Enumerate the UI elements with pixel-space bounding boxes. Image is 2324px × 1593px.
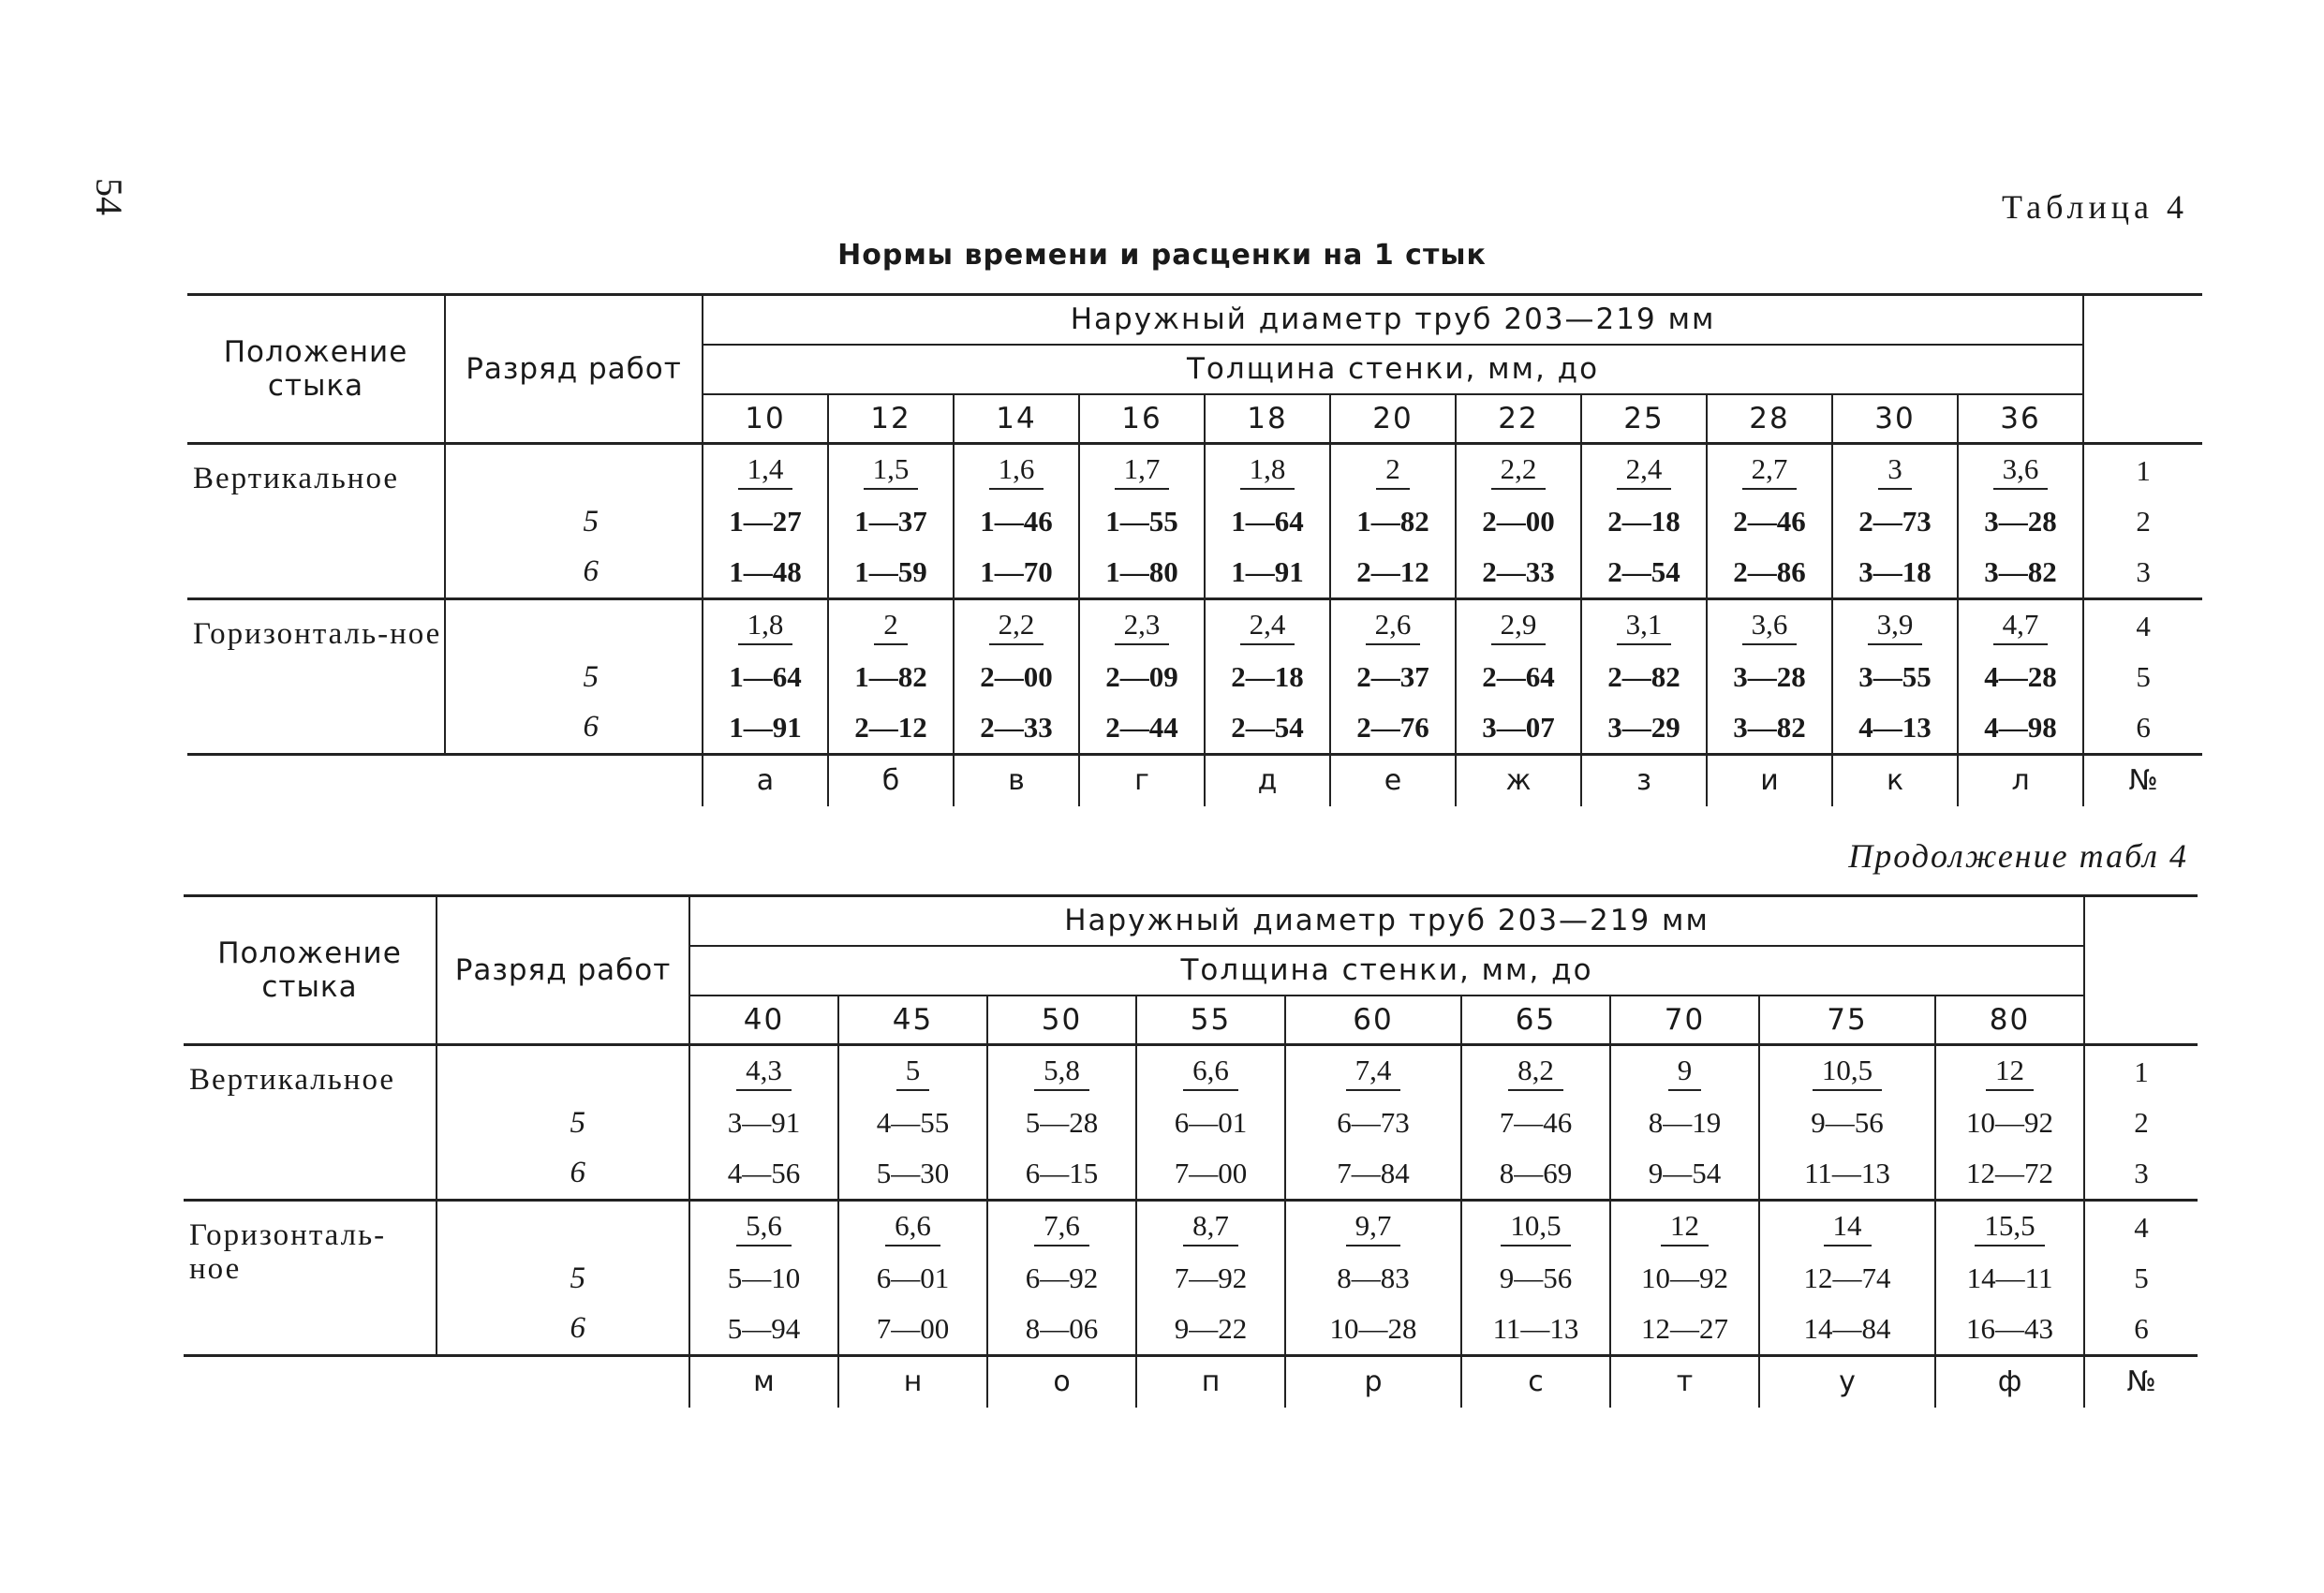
time-norm: 15,5: [1975, 1209, 2044, 1246]
rate-value: 12—74: [1759, 1254, 1935, 1304]
time-norm: 1,8: [1240, 452, 1295, 490]
column-letter: е: [1330, 755, 1456, 806]
rate-value: 2—76: [1330, 702, 1456, 755]
number-header-cell: [2083, 295, 2202, 444]
rate-value: 2—73: [1832, 497, 1958, 547]
rate-value: 2—00: [1456, 497, 1581, 547]
rate-value: 2—12: [828, 702, 954, 755]
rate-value: 9—54: [1610, 1148, 1759, 1201]
time-norm: 3: [1878, 452, 1912, 490]
number-sign: №: [2126, 1365, 2156, 1399]
thickness-value: 22: [1456, 394, 1581, 444]
thickness-value: 75: [1759, 996, 1935, 1045]
rate-value: 10—28: [1285, 1304, 1461, 1356]
thickness-value: 70: [1610, 996, 1759, 1045]
thickness-value: 40: [689, 996, 838, 1045]
rate-value: 1—91: [703, 702, 828, 755]
rate-value: 16—43: [1935, 1304, 2084, 1356]
rate-value: 2—46: [1707, 497, 1832, 547]
time-norm: 4,7: [1993, 608, 2049, 645]
grade-value: 6: [445, 547, 703, 599]
time-norm: 8,2: [1508, 1054, 1563, 1091]
norms-table-1: [187, 293, 2202, 806]
time-norm: 7,6: [1034, 1209, 1089, 1246]
thickness-value: 50: [987, 996, 1136, 1045]
rate-value: 8—83: [1285, 1254, 1461, 1304]
grade-header: Разряд работ: [437, 896, 689, 1045]
row-number: 1: [2134, 1055, 2149, 1088]
time-norm: 12: [1986, 1054, 2034, 1091]
rate-value: 2—64: [1456, 653, 1581, 702]
time-norm: 6,6: [885, 1209, 940, 1246]
time-norm: 5: [896, 1054, 930, 1091]
column-letters-row: [184, 1356, 2198, 1408]
rate-value: 11—13: [1759, 1148, 1935, 1201]
grade-value: 5: [437, 1099, 689, 1148]
time-norm: 8,7: [1183, 1209, 1238, 1246]
row-number: 3: [2136, 554, 2151, 588]
row-number: 4: [2136, 609, 2151, 642]
table-row: [184, 1099, 2198, 1148]
rate-value: 7—84: [1285, 1148, 1461, 1201]
rate-value: 7—00: [1136, 1148, 1285, 1201]
time-norm: 9: [1668, 1054, 1702, 1091]
rate-value: 1—82: [1330, 497, 1456, 547]
thickness-value: 10: [703, 394, 828, 444]
time-norm: 3,1: [1617, 608, 1672, 645]
row-number: 5: [2136, 660, 2151, 693]
rate-value: 7—92: [1136, 1254, 1285, 1304]
rate-value: 12—27: [1610, 1304, 1759, 1356]
column-letter: ж: [1456, 755, 1581, 806]
thickness-value: 16: [1079, 394, 1205, 444]
rate-value: 2—54: [1205, 702, 1330, 755]
time-norm: 7,4: [1346, 1054, 1401, 1091]
thickness-header: Толщина стенки, мм, до: [689, 946, 2084, 996]
rate-value: 1—82: [828, 653, 954, 702]
row-number: 1: [2136, 453, 2151, 487]
position-vertical: Вертикальное: [184, 1045, 437, 1201]
norms-table-2: [184, 894, 2198, 1408]
rate-value: 1—37: [828, 497, 954, 547]
rate-value: 9—56: [1759, 1099, 1935, 1148]
time-norm: 2,2: [989, 608, 1044, 645]
time-norm: 10,5: [1501, 1209, 1570, 1246]
column-letter: л: [1958, 755, 2083, 806]
rate-value: 2—00: [954, 653, 1079, 702]
rate-value: 2—44: [1079, 702, 1205, 755]
rate-value: 3—91: [689, 1099, 838, 1148]
thickness-value: 65: [1461, 996, 1610, 1045]
rate-value: 3—55: [1832, 653, 1958, 702]
row-number: 2: [2134, 1106, 2149, 1139]
column-letter: з: [1581, 755, 1707, 806]
row-number: 3: [2134, 1156, 2149, 1189]
time-norm: 3,9: [1868, 608, 1923, 645]
rate-value: 4—28: [1958, 653, 2083, 702]
rate-value: 8—06: [987, 1304, 1136, 1356]
rate-value: 2—86: [1707, 547, 1832, 599]
table-row: [184, 1201, 2198, 1254]
grade-header: Разряд работ: [445, 295, 703, 444]
time-norm: 2,3: [1115, 608, 1170, 645]
table-row: [184, 1254, 2198, 1304]
rate-value: 12—72: [1935, 1148, 2084, 1201]
rate-value: 2—18: [1205, 653, 1330, 702]
page-number: 54: [88, 178, 130, 215]
continuation-label: Продолжение табл 4: [1848, 837, 2188, 875]
time-norm: 5,6: [736, 1209, 792, 1246]
column-letter: ф: [1935, 1356, 2084, 1408]
row-number: 6: [2136, 710, 2151, 744]
position-vertical: Вертикальное: [187, 444, 445, 599]
rate-value: 14—11: [1935, 1254, 2084, 1304]
column-letter: д: [1205, 755, 1330, 806]
time-norm: 2,9: [1491, 608, 1547, 645]
thickness-value: 28: [1707, 394, 1832, 444]
time-norm: 2: [874, 608, 908, 645]
rate-value: 7—46: [1461, 1099, 1610, 1148]
thickness-value: 20: [1330, 394, 1456, 444]
rate-value: 1—64: [1205, 497, 1330, 547]
time-norm: 1,7: [1115, 452, 1170, 490]
document-title: Нормы времени и расценки на 1 стык: [837, 239, 1487, 272]
row-number: 4: [2134, 1210, 2149, 1244]
rate-value: 9—22: [1136, 1304, 1285, 1356]
row-number: 5: [2134, 1261, 2149, 1294]
time-norm: 12: [1661, 1209, 1709, 1246]
grade-value: 5: [445, 497, 703, 547]
rate-value: 10—92: [1935, 1099, 2084, 1148]
rate-value: 8—19: [1610, 1099, 1759, 1148]
rate-value: 3—28: [1707, 653, 1832, 702]
rate-value: 1—64: [703, 653, 828, 702]
thickness-value: 18: [1205, 394, 1330, 444]
table-row: [184, 1148, 2198, 1201]
time-norm: 5,8: [1034, 1054, 1089, 1091]
rate-value: 1—70: [954, 547, 1079, 599]
thickness-value: 14: [954, 394, 1079, 444]
thickness-value: 25: [1581, 394, 1707, 444]
column-letter: р: [1285, 1356, 1461, 1408]
rate-value: 3—18: [1832, 547, 1958, 599]
column-letter: в: [954, 755, 1079, 806]
time-norm: 1,5: [864, 452, 919, 490]
column-letter: у: [1759, 1356, 1935, 1408]
rate-value: 1—46: [954, 497, 1079, 547]
grade-value: 5: [437, 1254, 689, 1304]
time-norm: 2,7: [1742, 452, 1798, 490]
grade-value: 6: [445, 702, 703, 755]
number-sign: №: [2128, 764, 2158, 798]
table-row: [187, 653, 2202, 702]
time-norm: 1,4: [738, 452, 793, 490]
rate-value: 2—37: [1330, 653, 1456, 702]
rate-value: 6—92: [987, 1254, 1136, 1304]
rate-value: 3—82: [1958, 547, 2083, 599]
time-norm: 10,5: [1813, 1054, 1882, 1091]
number-header-cell: [2084, 896, 2198, 1045]
thickness-value: 36: [1958, 394, 2083, 444]
column-letter: г: [1079, 755, 1205, 806]
rate-value: 6—73: [1285, 1099, 1461, 1148]
diameter-header: Наружный диаметр труб 203—219 мм: [689, 896, 2084, 946]
column-letter: п: [1136, 1356, 1285, 1408]
time-norm: 1,8: [738, 608, 793, 645]
grade-value: 6: [437, 1148, 689, 1201]
table-row: [187, 547, 2202, 599]
rate-value: 6—15: [987, 1148, 1136, 1201]
column-letter: и: [1707, 755, 1832, 806]
thickness-value: 55: [1136, 996, 1285, 1045]
rate-value: 2—82: [1581, 653, 1707, 702]
table-row: [187, 444, 2202, 497]
time-norm: 2: [1376, 452, 1410, 490]
time-norm: 3,6: [1742, 608, 1798, 645]
grade-value: 5: [445, 653, 703, 702]
rate-value: 1—59: [828, 547, 954, 599]
rate-value: 4—98: [1958, 702, 2083, 755]
column-letter: б: [828, 755, 954, 806]
row-number: 6: [2134, 1311, 2149, 1345]
rate-value: 4—13: [1832, 702, 1958, 755]
table-row: [187, 599, 2202, 653]
rate-value: 5—10: [689, 1254, 838, 1304]
rate-value: 14—84: [1759, 1304, 1935, 1356]
column-letter: н: [838, 1356, 987, 1408]
rate-value: 9—56: [1461, 1254, 1610, 1304]
column-letter: м: [689, 1356, 838, 1408]
rate-value: 4—55: [838, 1099, 987, 1148]
position-horizontal: Горизонталь-ное: [184, 1201, 437, 1356]
thickness-value: 12: [828, 394, 954, 444]
position-horizontal: Горизонталь-ное: [187, 599, 445, 755]
grade-value: 6: [437, 1304, 689, 1356]
column-letters-row: [187, 755, 2202, 806]
time-norm: 2,4: [1617, 452, 1672, 490]
rate-value: 3—28: [1958, 497, 2083, 547]
rate-value: 5—28: [987, 1099, 1136, 1148]
rate-value: 5—30: [838, 1148, 987, 1201]
column-letter: а: [703, 755, 828, 806]
column-letter: о: [987, 1356, 1136, 1408]
position-header: Положение стыка: [184, 896, 437, 1045]
rate-value: 1—48: [703, 547, 828, 599]
rate-value: 10—92: [1610, 1254, 1759, 1304]
table-row: [187, 497, 2202, 547]
time-norm: 4,3: [736, 1054, 792, 1091]
thickness-value: 80: [1935, 996, 2084, 1045]
thickness-value: 60: [1285, 996, 1461, 1045]
rate-value: 5—94: [689, 1304, 838, 1356]
time-norm: 9,7: [1346, 1209, 1401, 1246]
table-row: [184, 1045, 2198, 1099]
column-letter: с: [1461, 1356, 1610, 1408]
time-norm: 2,2: [1491, 452, 1547, 490]
rate-value: 2—33: [954, 702, 1079, 755]
rate-value: 3—29: [1581, 702, 1707, 755]
time-norm: 2,6: [1366, 608, 1421, 645]
thickness-header: Толщина стенки, мм, до: [703, 345, 2083, 394]
rate-value: 1—55: [1079, 497, 1205, 547]
thickness-value: 45: [838, 996, 987, 1045]
rate-value: 3—82: [1707, 702, 1832, 755]
thickness-value: 30: [1832, 394, 1958, 444]
rate-value: 2—33: [1456, 547, 1581, 599]
time-norm: 3,6: [1993, 452, 2049, 490]
time-norm: 2,4: [1240, 608, 1295, 645]
rate-value: 6—01: [838, 1254, 987, 1304]
table-label: Таблица 4: [2002, 188, 2188, 226]
rate-value: 4—56: [689, 1148, 838, 1201]
diameter-header: Наружный диаметр труб 203—219 мм: [703, 295, 2083, 345]
rate-value: 2—54: [1581, 547, 1707, 599]
rate-value: 1—27: [703, 497, 828, 547]
rate-value: 6—01: [1136, 1099, 1285, 1148]
rate-value: 7—00: [838, 1304, 987, 1356]
rate-value: 11—13: [1461, 1304, 1610, 1356]
rate-value: 2—18: [1581, 497, 1707, 547]
rate-value: 1—91: [1205, 547, 1330, 599]
column-letter: к: [1832, 755, 1958, 806]
rate-value: 1—80: [1079, 547, 1205, 599]
time-norm: 1,6: [989, 452, 1044, 490]
rate-value: 2—09: [1079, 653, 1205, 702]
column-letter: т: [1610, 1356, 1759, 1408]
rate-value: 2—12: [1330, 547, 1456, 599]
rate-value: 3—07: [1456, 702, 1581, 755]
table-row: [187, 702, 2202, 755]
position-header: Положение стыка: [187, 295, 445, 444]
row-number: 2: [2136, 505, 2151, 538]
time-norm: 6,6: [1183, 1054, 1238, 1091]
time-norm: 14: [1824, 1209, 1872, 1246]
table-row: [184, 1304, 2198, 1356]
rate-value: 8—69: [1461, 1148, 1610, 1201]
